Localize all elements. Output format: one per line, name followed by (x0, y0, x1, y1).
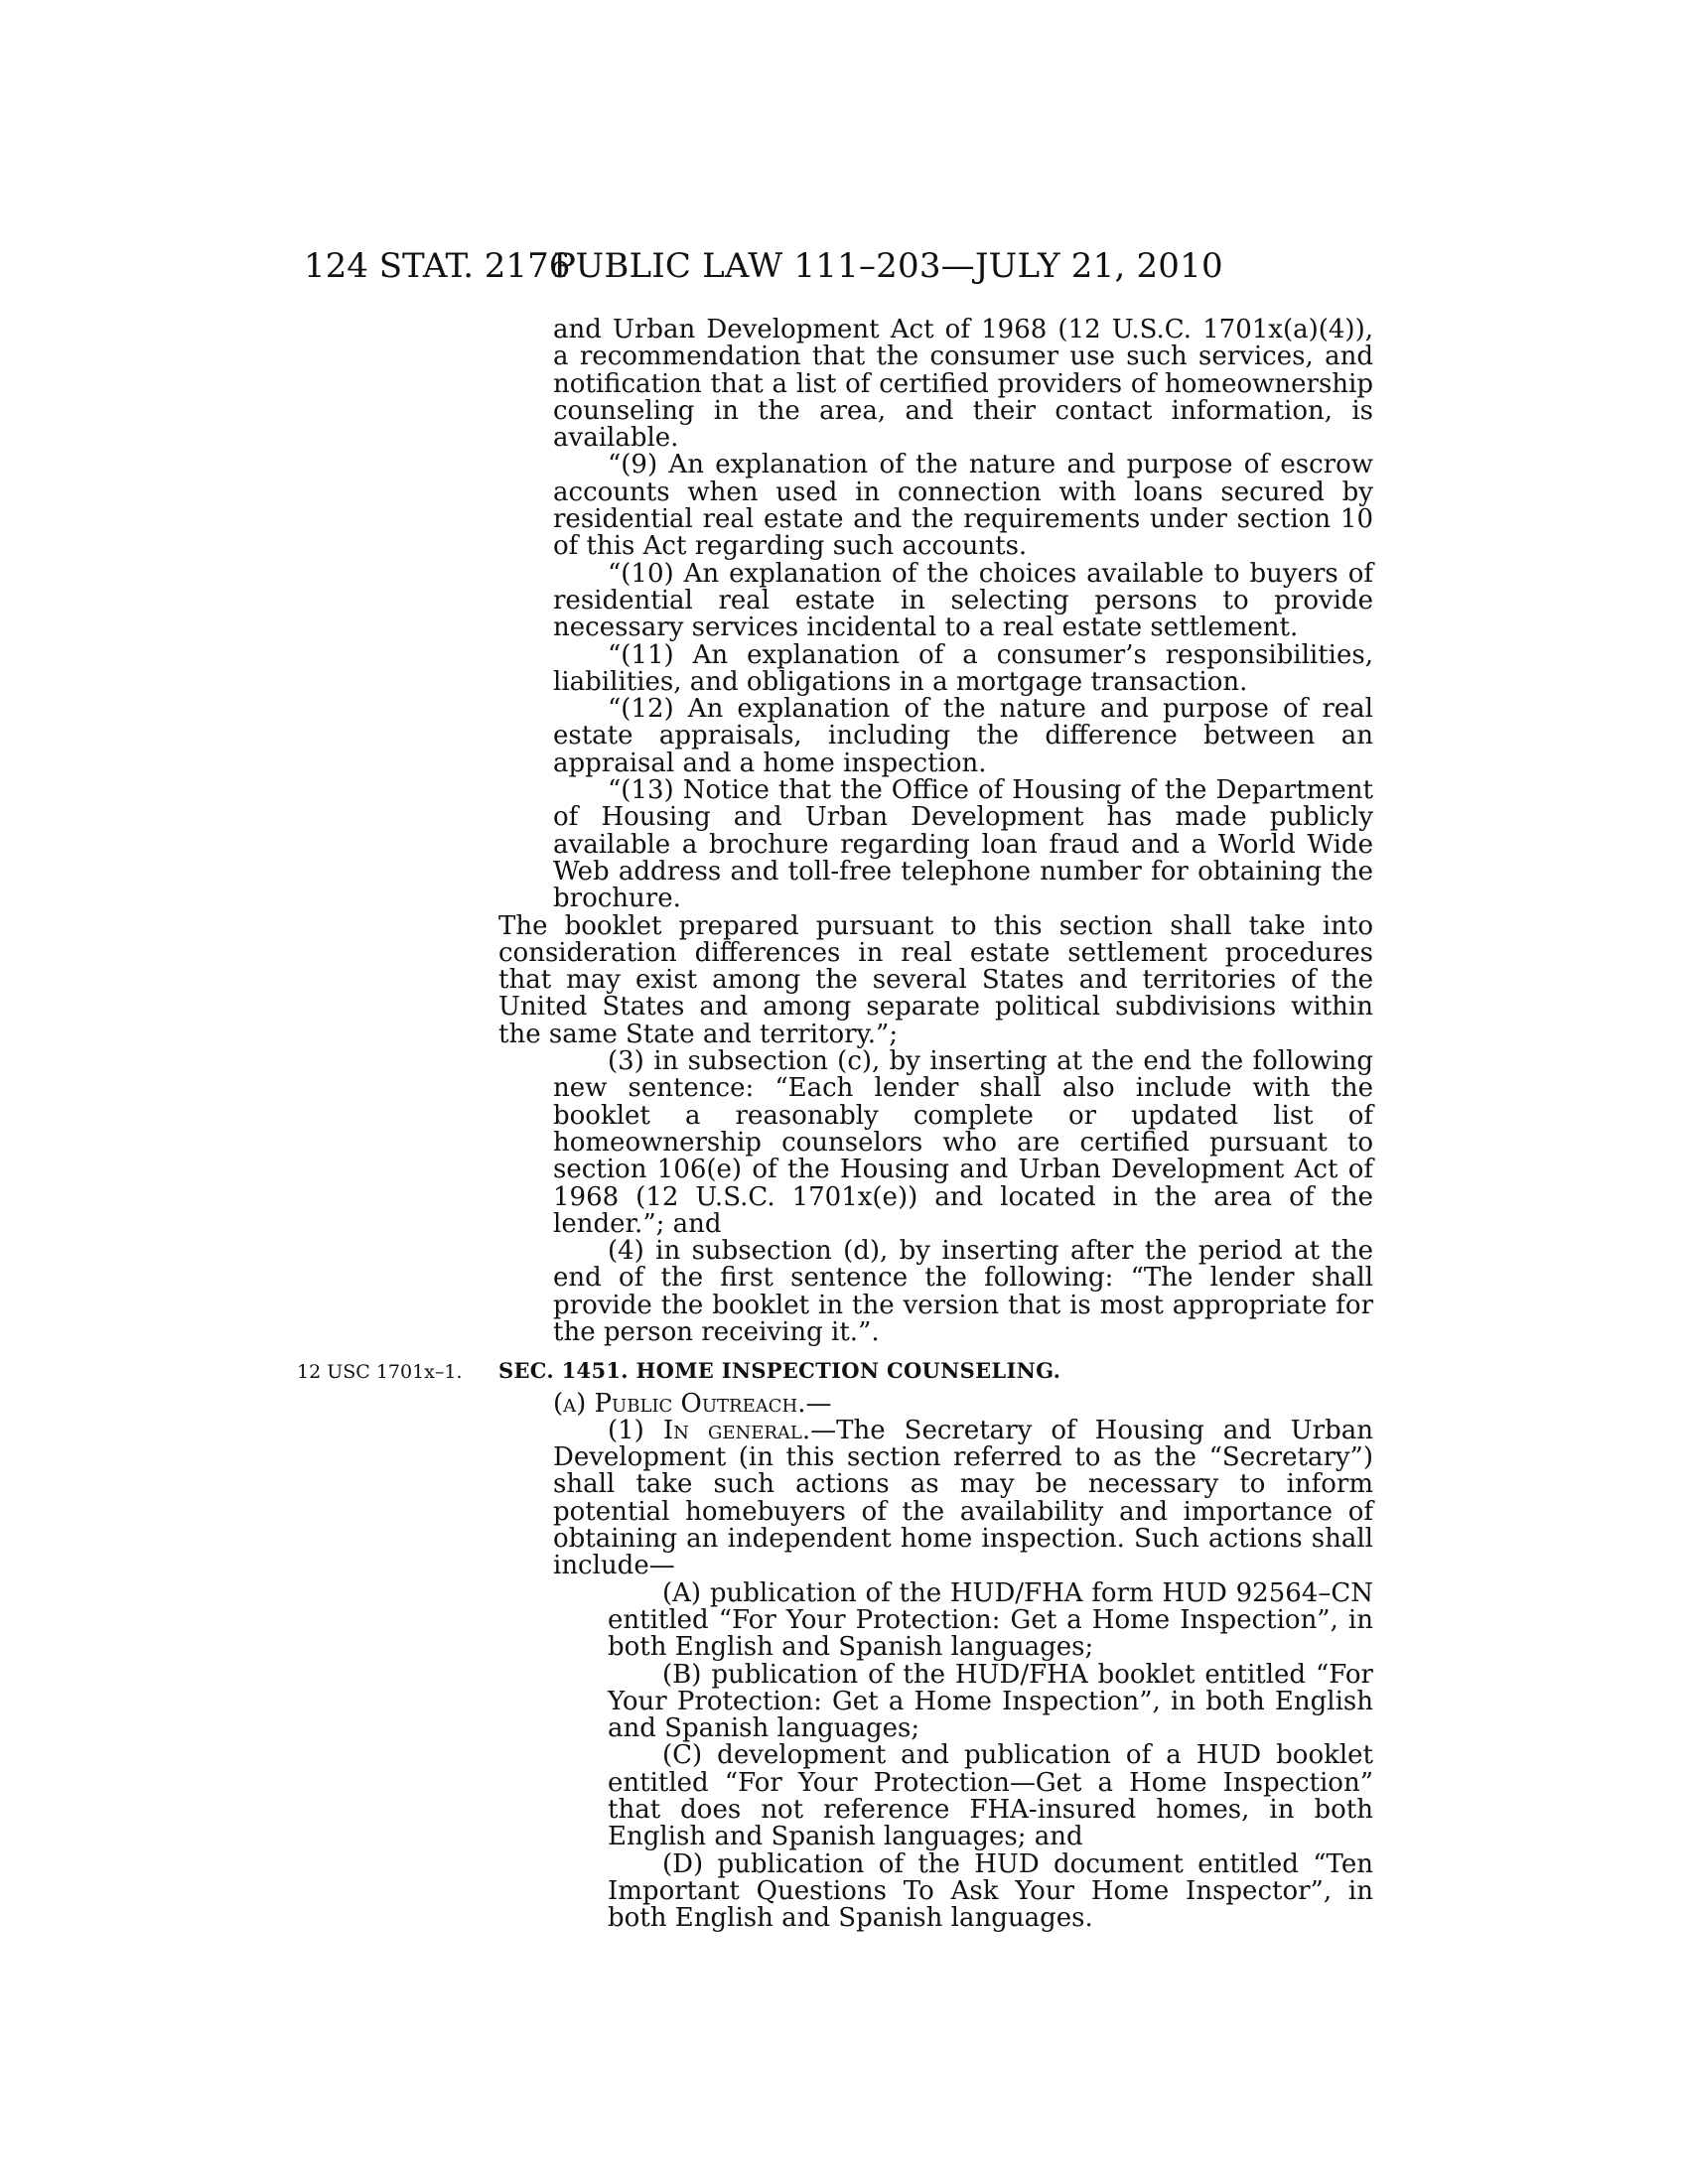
subsection-a-label: (a) Public Outreach.— (553, 1388, 832, 1419)
stat-reference: 124 STAT. 2176 (304, 246, 571, 286)
item-1-label: (1) In general. (608, 1415, 811, 1445)
item-B: (B) publication of the HUD/FHA booklet entitled “For Your Protection: Get a Home Inspection”, in both English and Spanish languages; (608, 1659, 1373, 1744)
subsection-a-heading (553, 1388, 1373, 1419)
paragraph-11: “(11) An explanation of a consumer’s responsibilities, liabilities, and obligations in a mortgage transaction. (553, 639, 1373, 697)
item-A: (A) publication of the HUD/FHA form HUD 92564–CN entitled “For Your Protection: Get a Home Inspection”, in both English and Spanish languages; (608, 1577, 1373, 1663)
item-1 (553, 1415, 1373, 1581)
item-4: (4) in subsection (d), by inserting after the period at the end of the first sentence the following: “The lender shall provide the booklet in the version that is most appropriate for the person receiving it.”. (553, 1236, 1373, 1347)
paragraph-continuation: and Urban Development Act of 1968 (12 U.S.C. 1701x(a)(4)), a recommendation that the consumer use such services, and notification that a list of certified providers of homeownership counseling in the area, and their contact information, is available. (553, 315, 1373, 454)
document-body (297, 315, 1373, 1934)
margin-citation: 12 USC 1701x–1. (297, 1361, 463, 1384)
booklet-paragraph: The booklet prepared pursuant to this section shall take into consideration differences in real estate settlement procedures that may exist among the several States and territories of the United States and among separate political subdivisions within the same State and territory.”; (498, 910, 1373, 1049)
paragraph-12: “(12) An explanation of the nature and purpose of real estate appraisals, including the difference between an appraisal and a home inspection. (553, 694, 1373, 778)
paragraph-9: “(9) An explanation of the nature and purpose of escrow accounts when used in connection with loans secured by residential real estate and the requirements under section 10 of this Act regarding such accounts. (553, 450, 1373, 562)
section-heading-row (297, 1357, 1373, 1384)
paragraph-13: “(13) Notice that the Office of Housing of the Department of Housing and Urban Development has made publicly available a brochure regarding loan fraud and a World Wide Web address and toll-free telephone number for obtaining the brochure. (553, 775, 1373, 914)
item-1-text: —The Secretary of Housing and Urban Development (in this section referred to as the “Secretary”) shall take such actions as may be necessary to inform potential homebuyers of the availability and importance of obtaining an independent home inspection. Such actions shall include— (553, 1415, 1373, 1581)
section-heading: SEC. 1451. HOME INSPECTION COUNSELING. (498, 1358, 1061, 1384)
page-title: PUBLIC LAW 111–203—JULY 21, 2010 (553, 246, 1223, 286)
item-D: (D) publication of the HUD document entitled “Ten Important Questions To Ask Your Home Inspector”, in both English and Spanish languages. (608, 1848, 1373, 1934)
item-3: (3) in subsection (c), by inserting at the end the following new sentence: “Each lender shall also include with the booklet a reasonably complete or updated list of homeownership counselors who are certified pursuant to section 106(e) of the Housing and Urban Development Act of 1968 (12 U.S.C. 1701x(e)) and located in the area of the lender.”; and (553, 1046, 1373, 1239)
paragraph-10: “(10) An explanation of the choices available to buyers of residential real estate in selecting persons to provide necessary services incidental to a real estate settlement. (553, 558, 1373, 643)
item-C: (C) development and publication of a HUD booklet entitled “For Your Protection—Get a Home Inspection” that does not reference FHA-insured homes, in both English and Spanish languages; and (608, 1740, 1373, 1852)
